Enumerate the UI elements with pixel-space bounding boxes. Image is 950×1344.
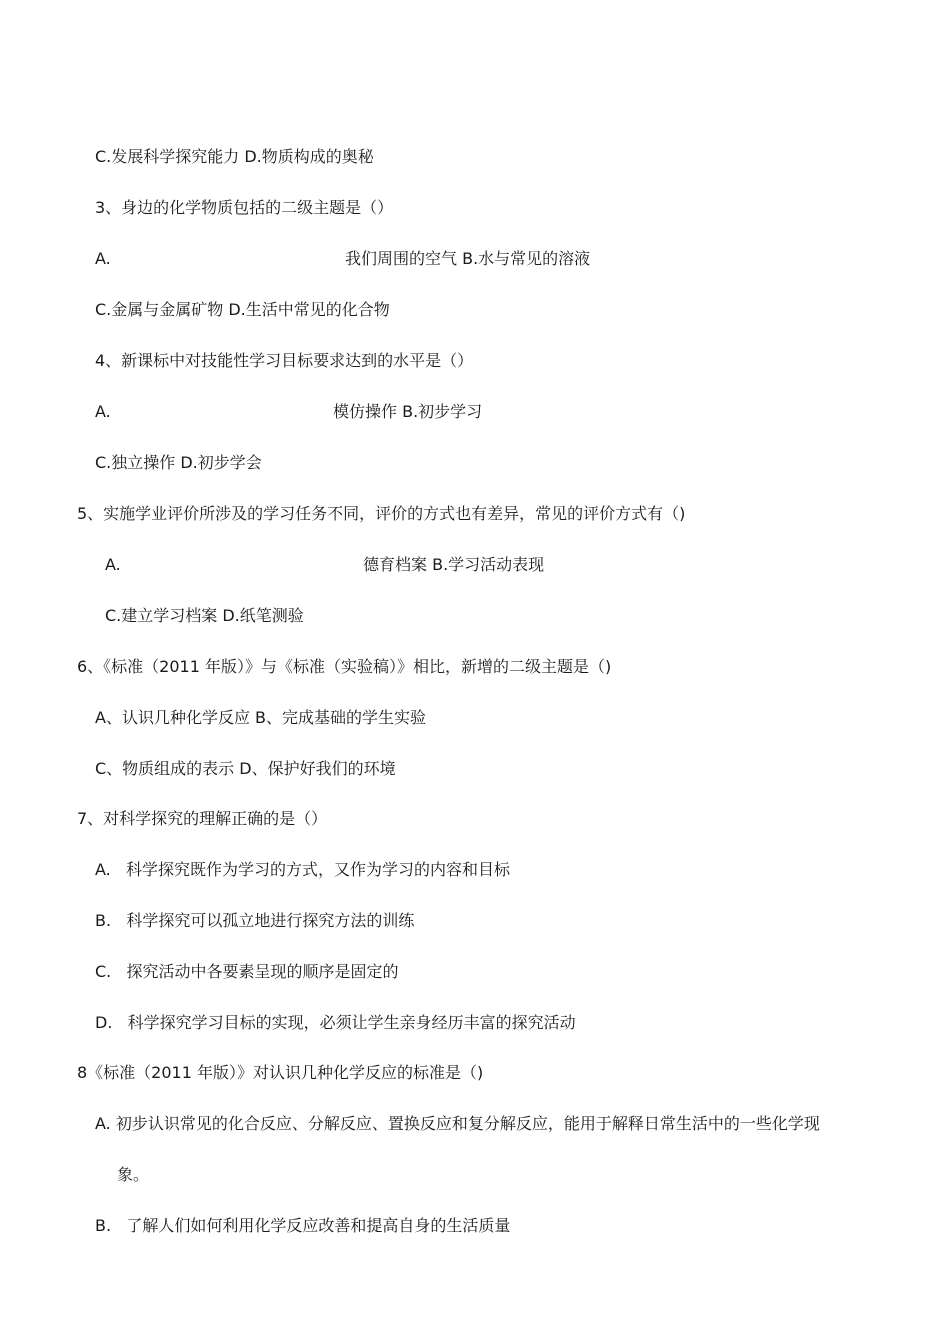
question-7-option-c: C. 探究活动中各要素呈现的顺序是固定的 [95, 962, 399, 981]
question-3: 3、身边的化学物质包括的二级主题是（） [95, 198, 394, 217]
question-7-option-d: D. 科学探究学习目标的实现，必须让学生亲身经历丰富的探究活动 [95, 1013, 576, 1032]
question-3-option-a-b: 我们周围的空气 B.水与常见的溶液 [345, 249, 591, 268]
question-6-option-c-d: C、物质组成的表示 D、保护好我们的环境 [95, 759, 396, 778]
question-4-option-a-b: 模仿操作 B.初步学习 [333, 402, 483, 421]
question-8-option-b: B. 了解人们如何利用化学反应改善和提高自身的生活质量 [95, 1216, 511, 1235]
question-6: 6、《标准（2011 年版）》与《标准（实验稿）》相比，新增的二级主题是（) [77, 657, 612, 676]
question-8-option-a: A. 初步认识常见的化合反应、分解反应、置换反应和复分解反应，能用于解释日常生活中的一些化学现 [95, 1114, 820, 1133]
question-4-option-c-d: C.独立操作 D.初步学会 [95, 453, 262, 472]
question-3-option-a-label: A. [95, 249, 111, 268]
question-5-option-c-d: C.建立学习档案 D.纸笔测验 [105, 606, 304, 625]
question-4-option-a-label: A. [95, 402, 111, 421]
question-7-option-a: A. 科学探究既作为学习的方式，又作为学习的内容和目标 [95, 860, 511, 879]
question-5: 5、实施学业评价所涉及的学习任务不同，评价的方式也有差异，常见的评价方式有（) [77, 504, 686, 523]
question-7-option-b: B. 科学探究可以孤立地进行探究方法的训练 [95, 911, 415, 930]
option-line-c-d: C.发展科学探究能力 D.物质构成的奥秘 [95, 147, 374, 166]
question-8: 8《标准（2011 年版）》对认识几种化学反应的标准是（) [77, 1063, 484, 1082]
question-4: 4、新课标中对技能性学习目标要求达到的水平是（） [95, 351, 474, 370]
question-7: 7、对科学探究的理解正确的是（） [77, 809, 328, 828]
question-5-option-a-b: 德育档案 B.学习活动表现 [363, 555, 545, 574]
question-6-option-a-b: A、认识几种化学反应 B、完成基础的学生实验 [95, 708, 427, 727]
question-5-option-a-label: A. [105, 555, 121, 574]
question-8-option-a-continued: 象。 [117, 1165, 150, 1184]
question-3-option-c-d: C.金属与金属矿物 D.生活中常见的化合物 [95, 300, 390, 319]
